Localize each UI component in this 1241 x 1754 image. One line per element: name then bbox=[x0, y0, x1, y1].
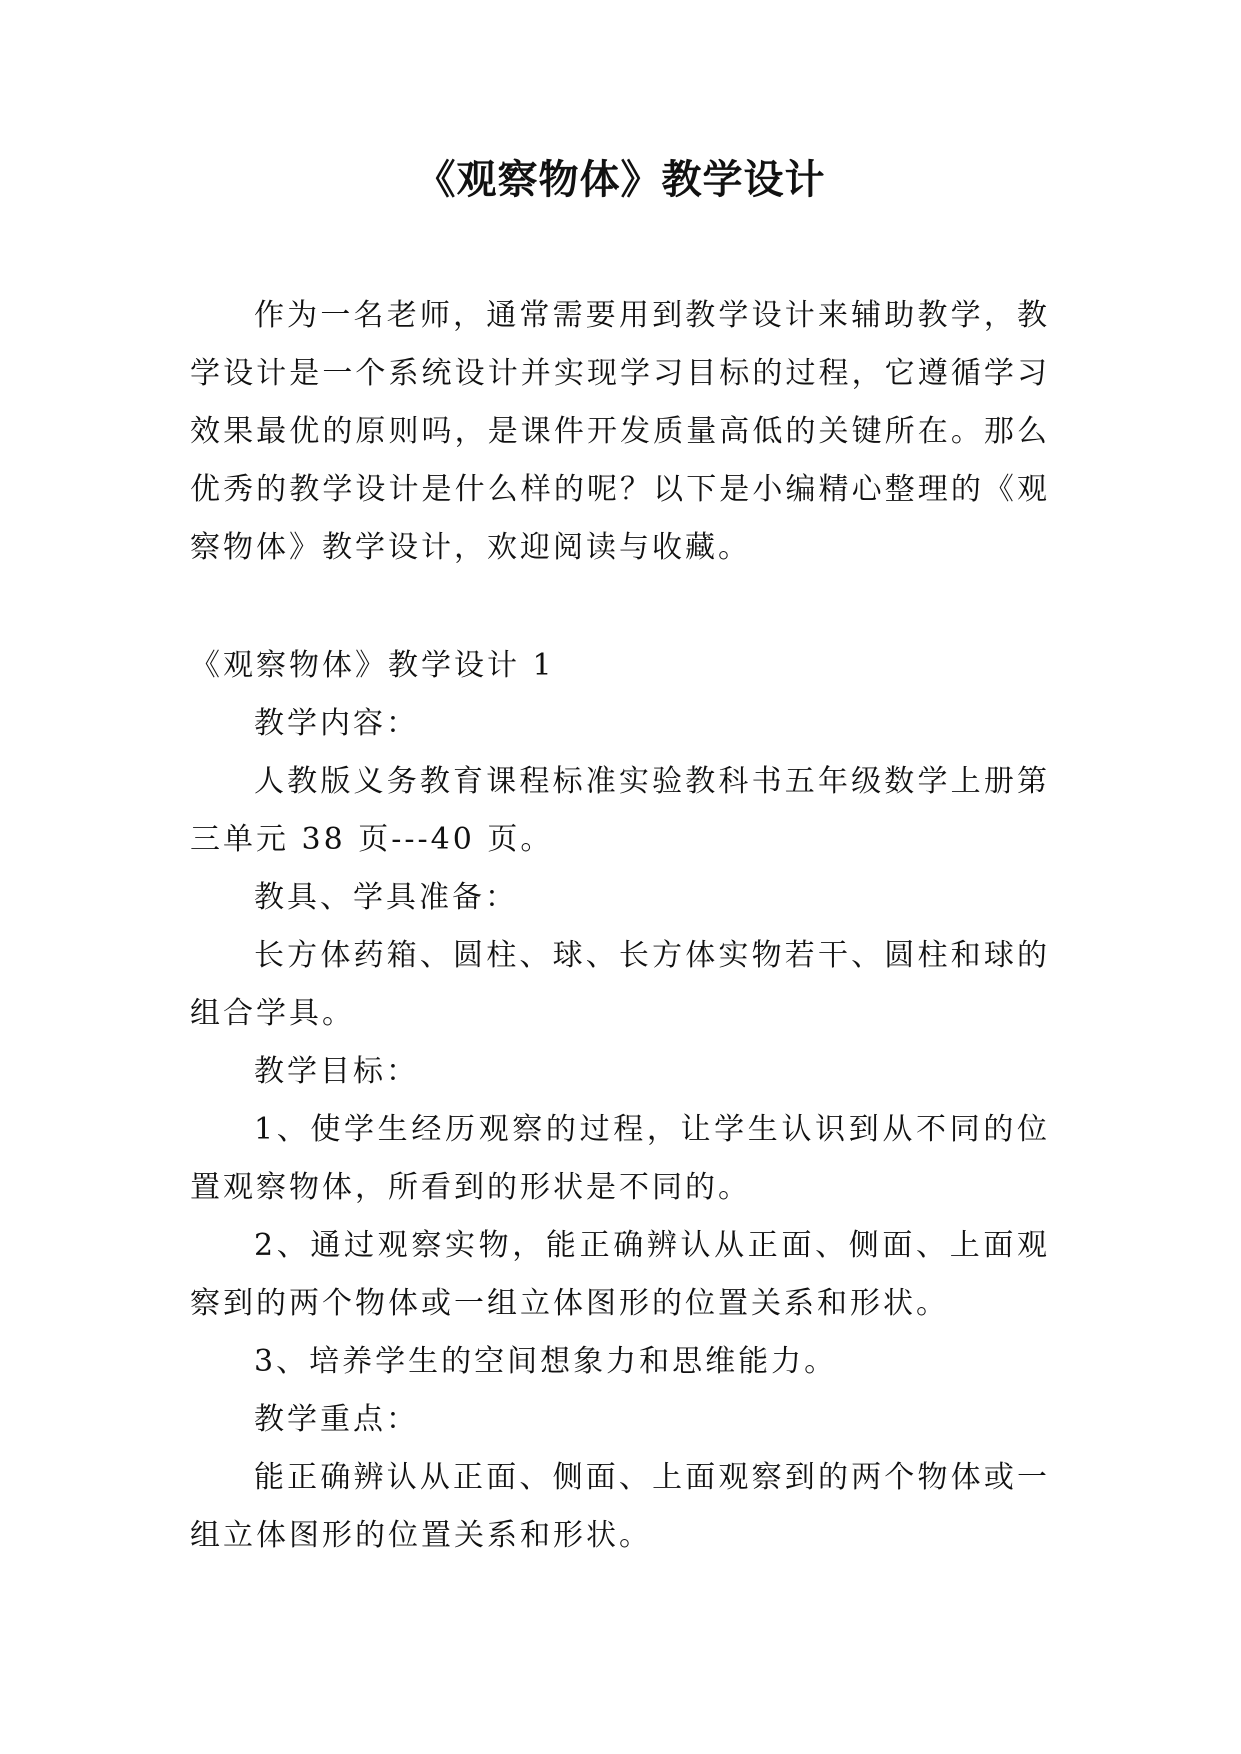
section-heading: 《观察物体》教学设计 1 bbox=[190, 648, 555, 683]
paragraph-content: 人教版义务教育课程标准实验教科书五年级数学上册第三单元 38 页---40 页。 bbox=[190, 764, 1050, 857]
intro-block bbox=[190, 287, 1050, 577]
paragraph-goal-1: 1、使学生经历观察的过程，让学生认识到从不同的位置观察物体，所看到的形状是不同的。 bbox=[190, 1112, 1050, 1205]
paragraph-goals-label: 教学目标： bbox=[254, 1054, 419, 1089]
section-body bbox=[190, 637, 1050, 1565]
paragraph-tools: 长方体药箱、圆柱、球、长方体实物若干、圆柱和球的组合学具。 bbox=[190, 938, 1050, 1031]
paragraph-tools-label: 教具、学具准备： bbox=[254, 880, 518, 915]
intro-paragraph: 作为一名老师，通常需要用到教学设计来辅助教学，教学设计是一个系统设计并实现学习目标的过程，它遵循学习效果最优的原则吗，是课件开发质量高低的关键所在。那么优秀的教学设计是什么样的呢？以下是小编精心整理的《观察物体》教学设计，欢迎阅读与收藏。 bbox=[190, 298, 1050, 565]
document-title: 《观察物体》教学设计 bbox=[415, 157, 826, 203]
paragraph-focus-label: 教学重点： bbox=[254, 1402, 419, 1437]
paragraph-content-label: 教学内容： bbox=[254, 706, 419, 741]
paragraph-focus: 能正确辨认从正面、侧面、上面观察到的两个物体或一组立体图形的位置关系和形状。 bbox=[190, 1460, 1050, 1553]
paragraph-goal-2: 2、通过观察实物，能正确辨认从正面、侧面、上面观察到的两个物体或一组立体图形的位置关系和形状。 bbox=[190, 1228, 1050, 1321]
paragraph-goal-3: 3、培养学生的空间想象力和思维能力。 bbox=[254, 1344, 838, 1379]
